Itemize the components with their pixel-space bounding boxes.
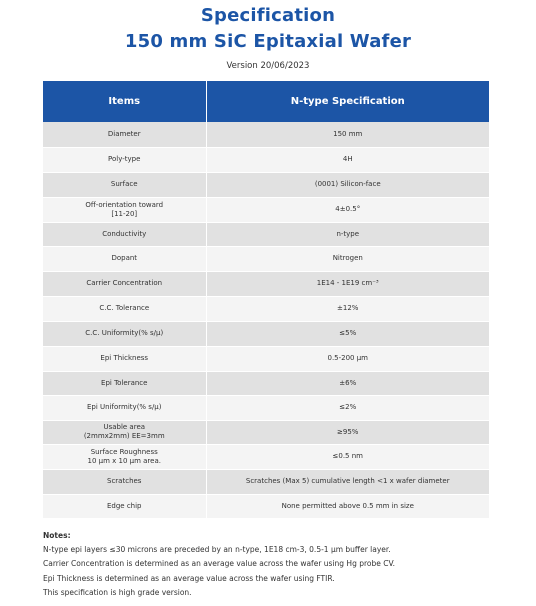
spec-value-cell: 0.5-200 μm	[206, 346, 489, 371]
spec-item-cell: Dopant	[43, 246, 206, 271]
spec-item-cell: Edge chip	[43, 494, 206, 518]
table-row	[43, 172, 489, 197]
spec-value-cell: 1E14 - 1E19 cm⁻³	[206, 271, 489, 296]
table-header-row	[43, 81, 489, 122]
spec-value-cell: Nitrogen	[206, 246, 489, 271]
table-row	[43, 469, 489, 494]
spec-value-cell: 150 mm	[206, 122, 489, 147]
spec-item-cell: Epi Uniformity(% s/μ)	[43, 395, 206, 420]
table-row	[43, 494, 489, 518]
spec-value-cell: ±6%	[206, 371, 489, 395]
spec-item-cell: Usable area (2mmx2mm) EE=3mm	[43, 420, 206, 444]
note-line: Epi Thickness is determined as an average value across the wafer using FTIR.	[43, 573, 335, 583]
spec-value-cell: 4±0.5°	[206, 197, 489, 222]
spec-item-cell: Poly-type	[43, 147, 206, 172]
ntype-spec-column-header: N-type Specification	[206, 81, 489, 122]
spec-value-cell: (0001) Silicon-face	[206, 172, 489, 197]
specification-rows	[43, 122, 489, 518]
spec-item-cell: Epi Thickness	[43, 346, 206, 371]
spec-item-cell: C.C. Tolerance	[43, 296, 206, 321]
spec-item-cell: Conductivity	[43, 222, 206, 246]
table-row	[43, 197, 489, 222]
spec-value-cell: n-type	[206, 222, 489, 246]
document-subtitle: 150 mm SiC Epitaxial Wafer	[124, 31, 412, 52]
spec-value-cell: Scratches (Max 5) cumulative length <1 x wafer diameter	[206, 469, 489, 494]
spec-value-cell: 4H	[206, 147, 489, 172]
table-row	[43, 222, 489, 246]
table-row	[43, 395, 489, 420]
table-row	[43, 444, 489, 469]
spec-item-cell: C.C. Uniformity(% s/μ)	[43, 321, 206, 346]
spec-item-cell: Epi Tolerance	[43, 371, 206, 395]
table-row	[43, 296, 489, 321]
table-row	[43, 122, 489, 147]
spec-item-cell: Surface	[43, 172, 206, 197]
table-row	[43, 271, 489, 296]
document-title: Specification	[200, 5, 336, 26]
spec-item-cell: Carrier Concentration	[43, 271, 206, 296]
spec-item-cell: Scratches	[43, 469, 206, 494]
items-column-header: Items	[43, 81, 206, 122]
spec-item-cell: Off-orientation toward [11-20]	[43, 197, 206, 222]
note-line: N-type epi layers ≤30 microns are preceded by an n-type, 1E18 cm-3, 0.5-1 μm buffer layer.	[43, 545, 391, 555]
specification-table	[43, 81, 489, 519]
spec-item-cell: Diameter	[43, 122, 206, 147]
spec-value-cell: ≤5%	[206, 321, 489, 346]
table-row	[43, 420, 489, 444]
table-row	[43, 147, 489, 172]
spec-value-cell: ≥95%	[206, 420, 489, 444]
notes-section	[43, 529, 513, 600]
note-line: Carrier Concentration is determined as an average value across the wafer using Hg probe CV.	[43, 559, 396, 569]
table-row	[43, 321, 489, 346]
version-label: Version 20/06/2023	[226, 61, 310, 71]
table-row	[43, 371, 489, 395]
table-row	[43, 346, 489, 371]
note-line: This specification is high grade version.	[43, 587, 192, 597]
notes-title: Notes:	[43, 531, 71, 540]
spec-item-cell: Surface Roughness 10 μm x 10 μm area.	[43, 444, 206, 469]
spec-value-cell: ≤2%	[206, 395, 489, 420]
spec-value-cell: None permitted above 0.5 mm in size	[206, 494, 489, 518]
spec-value-cell: ±12%	[206, 296, 489, 321]
spec-value-cell: ≤0.5 nm	[206, 444, 489, 469]
table-row	[43, 246, 489, 271]
